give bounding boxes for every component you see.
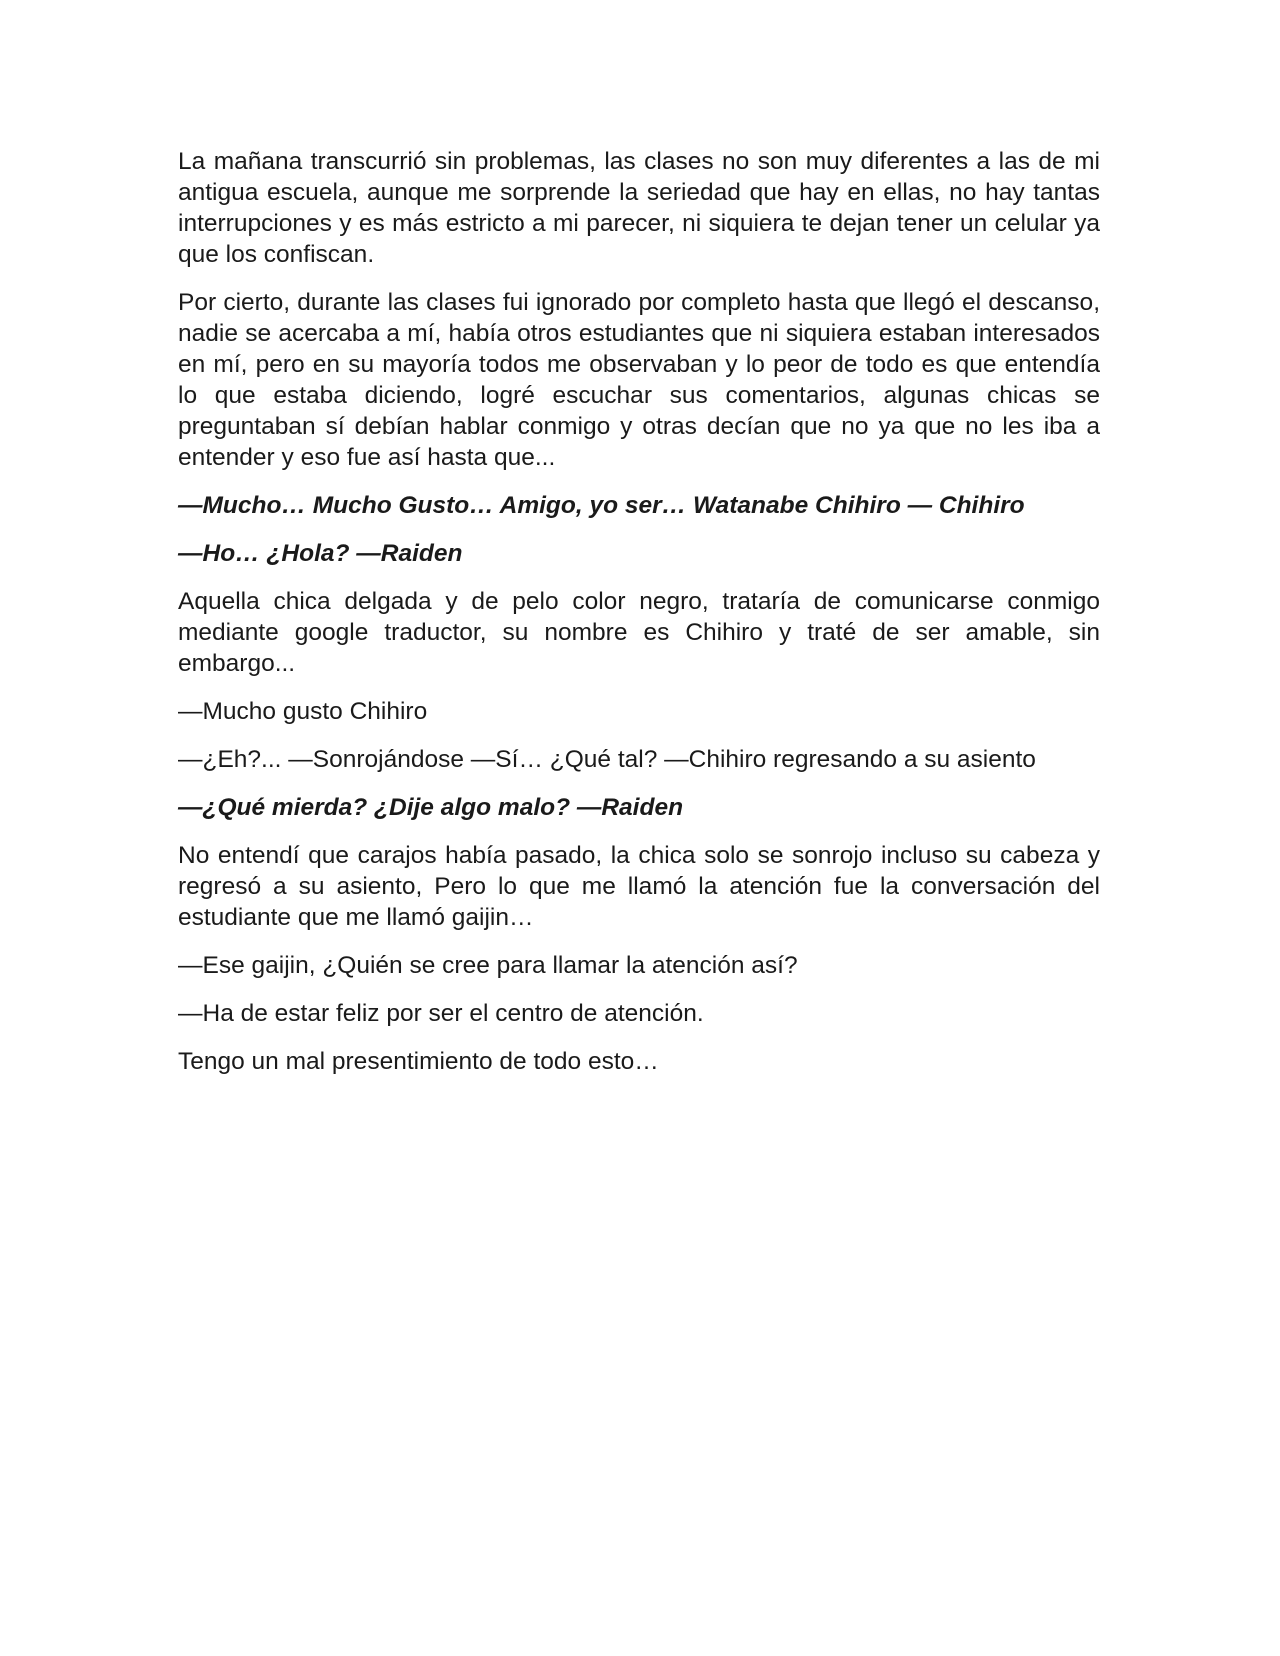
dialogue-line: —Ha de estar feliz por ser el centro de atención. <box>178 1000 704 1027</box>
dialogue-line: —¿Eh?... —Sonrojándose —Sí… ¿Qué tal? —Chihiro regresando a su asiento <box>178 746 1036 773</box>
dialogue-line: —Ese gaijin, ¿Quién se cree para llamar la atención así? <box>178 952 798 979</box>
dialogue-line: —Mucho gusto Chihiro <box>178 698 428 725</box>
narration-paragraph: No entendí que carajos había pasado, la chica solo se sonrojo incluso su cabeza y regresó a su asiento, Pero lo que me llamó la atención fue la conversación del estudiante que me llamó gaijin… <box>178 842 1100 931</box>
dialogue-line-raiden: —Ho… ¿Hola? —Raiden <box>178 540 463 567</box>
narration-paragraph: Aquella chica delgada y de pelo color negro, trataría de comunicarse conmigo mediante google traductor, su nombre es Chihiro y traté de ser amable, sin embargo... <box>178 588 1100 677</box>
document-page <box>178 146 1100 1094</box>
dialogue-line-raiden: —¿Qué mierda? ¿Dije algo malo? —Raiden <box>178 794 684 821</box>
narration-paragraph: La mañana transcurrió sin problemas, las clases no son muy diferentes a las de mi antigua escuela, aunque me sorprende la seriedad que hay en ellas, no hay tantas interrupciones y es más estricto a mi parecer, ni siquiera te dejan tener un celular ya que los confiscan. <box>178 148 1100 268</box>
dialogue-line-chihiro: —Mucho… Mucho Gusto… Amigo, yo ser… Watanabe Chihiro — Chihiro <box>178 492 1025 519</box>
narration-paragraph: Tengo un mal presentimiento de todo esto… <box>178 1048 659 1075</box>
narration-paragraph: Por cierto, durante las clases fui ignorado por completo hasta que llegó el descanso, nadie se acercaba a mí, había otros estudiantes que ni siquiera estaban interesados en mí, pero en su mayoría todos me observaban y lo peor de todo es que entendía lo que estaba diciendo, logré escuchar sus comentarios, algunas chicas se preguntaban sí debían hablar conmigo y otras decían que no ya que no les iba a entender y eso fue así hasta que... <box>178 289 1100 471</box>
